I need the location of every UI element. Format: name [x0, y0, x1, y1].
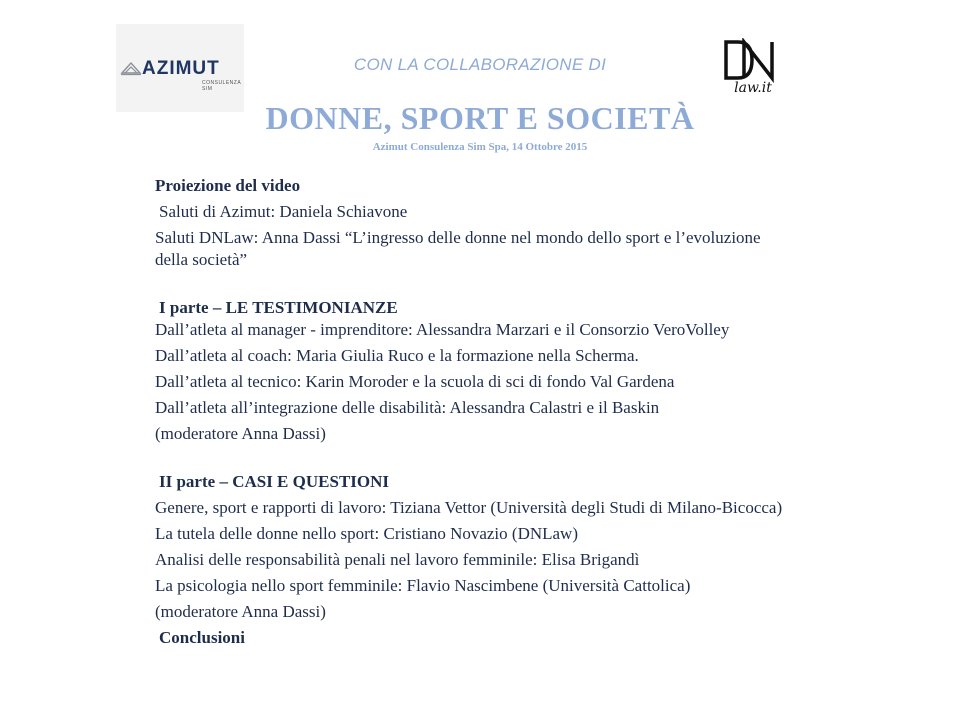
list-item: Saluti DNLaw: Anna Dassi “L’ingresso delle donne nel mondo dello sport e l’evoluzione della società” [155, 228, 761, 269]
list-item: Saluti di Azimut: Daniela Schiavone [159, 202, 408, 221]
moderator-note: (moderatore Anna Dassi) [155, 602, 326, 621]
moderator-note: (moderatore Anna Dassi) [155, 424, 326, 443]
part2-heading: II parte – CASI E QUESTIONI [159, 472, 390, 491]
list-item: Dall’atleta al coach: Maria Giulia Ruco e la formazione nella Scherma. [155, 346, 639, 365]
list-item: Dall’atleta al tecnico: Karin Moroder e la scuola di sci di fondo Val Gardena [155, 372, 675, 391]
list-item: Genere, sport e rapporti di lavoro: Tiziana Vettor (Università degli Studi di Milano-Bicocca) [155, 498, 783, 517]
closing-heading: Conclusioni [159, 628, 245, 647]
list-item: La tutela delle donne nello sport: Cristiano Novazio (DNLaw) [155, 524, 578, 543]
part1-heading: I parte – LE TESTIMONIANZE [159, 298, 398, 317]
azimut-logo-subtext: CONSULENZA SIM [202, 80, 241, 92]
collaboration-caption: CON LA COLLABORAZIONE DI [353, 55, 607, 74]
intro-heading: Proiezione del video [155, 176, 301, 195]
dnlaw-logo-subtext: law.it [734, 80, 772, 96]
list-item: La psicologia nello sport femminile: Flavio Nascimbene (Università Cattolica) [155, 576, 691, 595]
azimut-logo-text: AZIMUT [142, 58, 220, 79]
list-item: Dall’atleta all’integrazione delle disabilità: Alessandra Calastri e il Baskin [155, 398, 660, 417]
page-title: DONNE, SPORT E SOCIETÀ [265, 100, 695, 136]
list-item: Analisi delle responsabilità penali nel lavoro femminile: Elisa Brigandì [155, 550, 640, 569]
list-item: Dall’atleta al manager - imprenditore: Alessandra Marzari e il Consorzio VeroVolley [155, 320, 730, 339]
page-subtitle: Azimut Consulenza Sim Spa, 14 Ottobre 2015 [372, 141, 588, 153]
program-content [155, 175, 795, 649]
